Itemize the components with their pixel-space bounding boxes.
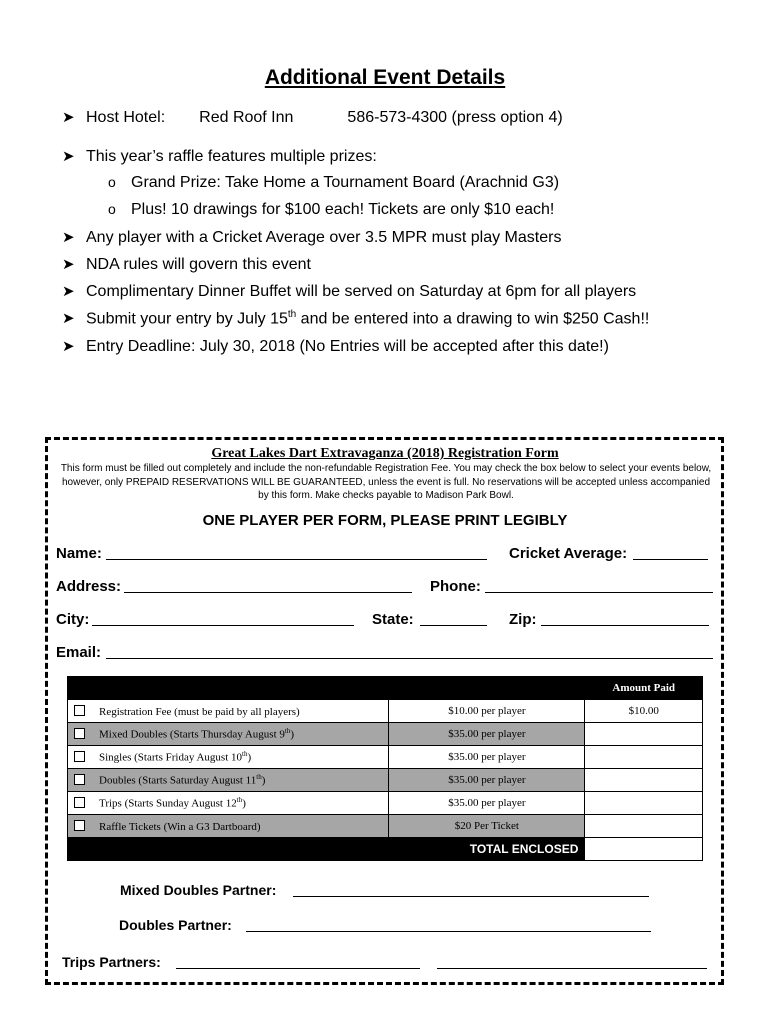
- address-field[interactable]: [124, 592, 412, 593]
- event-name: Registration Fee (must be paid by all players): [99, 705, 300, 718]
- address-label: Address:: [56, 578, 122, 595]
- state-label: State:: [372, 611, 414, 628]
- raffle-bullet: [62, 147, 377, 166]
- arrow-bullet-icon: ➤: [62, 229, 75, 246]
- trips-partner-1-field[interactable]: [176, 968, 420, 969]
- event-cell: [68, 792, 389, 815]
- email-label: Email:: [56, 644, 102, 661]
- amount-paid-cell[interactable]: [585, 769, 703, 792]
- host-hotel-bullet: [62, 108, 563, 127]
- fee-cell: $35.00 per player: [389, 769, 585, 792]
- cricket-average-label: Cricket Average:: [509, 545, 628, 562]
- nda-text: NDA rules will govern this event: [86, 256, 311, 273]
- form-title: Great Lakes Dart Extravaganza (2018) Registration Form: [211, 446, 559, 461]
- submit-sup: th: [287, 309, 297, 320]
- deadline-bullet: [62, 337, 609, 356]
- event-cell: [68, 746, 389, 769]
- raffle-text: This year’s raffle features multiple prizes:: [86, 148, 377, 165]
- total-enclosed-label: TOTAL ENCLOSED: [68, 838, 585, 861]
- amount-paid-cell[interactable]: [585, 723, 703, 746]
- table-row: [68, 723, 703, 746]
- event-name-end: ): [242, 797, 246, 810]
- dinner-text: Complimentary Dinner Buffet will be served on Saturday at 6pm for all players: [86, 283, 637, 300]
- raffle-grand-item: [108, 174, 559, 192]
- arrow-bullet-icon: ➤: [62, 283, 75, 300]
- fee-cell: $20 Per Ticket: [389, 815, 585, 838]
- amount-paid-header: Amount Paid: [585, 677, 703, 700]
- total-row: [68, 838, 703, 861]
- event-sup: th: [236, 796, 243, 805]
- checkbox-icon[interactable]: [74, 774, 85, 785]
- fee-column-header: [389, 677, 585, 700]
- circle-bullet-icon: o: [108, 201, 116, 217]
- trips-partner-2-field[interactable]: [437, 968, 707, 969]
- checkbox-icon[interactable]: [74, 705, 85, 716]
- submit-text-post: and be entered into a drawing to win $250 Cash!!: [296, 310, 650, 328]
- doubles-partner-label: Doubles Partner:: [119, 917, 232, 933]
- raffle-plus-text: Plus! 10 drawings for $100 each! Tickets are only $10 each!: [131, 201, 555, 218]
- amount-paid-cell[interactable]: [585, 815, 703, 838]
- cricket-bullet: [62, 228, 561, 247]
- doubles-partner-field[interactable]: [246, 931, 651, 932]
- checkbox-icon[interactable]: [74, 820, 85, 831]
- host-hotel-phone: 586-573-4300 (press option 4): [347, 109, 563, 126]
- host-hotel-label: Host Hotel:: [86, 109, 166, 126]
- event-name: Singles (Starts Friday August 10: [99, 751, 243, 764]
- table-row: [68, 746, 703, 769]
- zip-label: Zip:: [509, 611, 537, 628]
- name-field[interactable]: [106, 559, 487, 560]
- circle-bullet-icon: o: [108, 174, 116, 190]
- city-label: City:: [56, 611, 90, 628]
- nda-bullet: [62, 255, 311, 274]
- dinner-bullet: [62, 282, 636, 301]
- raffle-grand-text: Grand Prize: Take Home a Tournament Board (Arachnid G3): [131, 174, 560, 191]
- event-cell: [68, 815, 389, 838]
- trips-partners-label: Trips Partners:: [62, 954, 161, 970]
- events-table: [67, 676, 703, 861]
- event-name-end: ): [290, 728, 294, 741]
- table-row: [68, 815, 703, 838]
- fee-cell: $10.00 per player: [389, 700, 585, 723]
- total-enclosed-cell[interactable]: [585, 838, 703, 861]
- checkbox-icon[interactable]: [74, 797, 85, 808]
- one-player-notice: ONE PLAYER PER FORM, PLEASE PRINT LEGIBLY: [202, 512, 568, 529]
- cricket-text: Any player with a Cricket Average over 3.5 MPR must play Masters: [86, 229, 562, 246]
- table-row: [68, 700, 703, 723]
- arrow-bullet-icon: ➤: [62, 310, 75, 328]
- arrow-bullet-icon: ➤: [62, 338, 75, 355]
- event-name-end: ): [247, 751, 252, 764]
- checkbox-icon[interactable]: [74, 751, 85, 762]
- submit-bullet: [62, 309, 649, 328]
- mixed-doubles-partner-label: Mixed Doubles Partner:: [120, 882, 277, 898]
- email-field[interactable]: [106, 658, 713, 659]
- cricket-average-field[interactable]: [633, 559, 708, 560]
- raffle-plus-item: [108, 201, 554, 219]
- table-row: [68, 769, 703, 792]
- city-field[interactable]: [92, 625, 354, 626]
- state-field[interactable]: [420, 625, 487, 626]
- zip-field[interactable]: [541, 625, 709, 626]
- event-sup: th: [242, 750, 248, 759]
- event-sup: th: [284, 727, 291, 736]
- arrow-bullet-icon: ➤: [62, 256, 75, 273]
- amount-paid-cell[interactable]: [585, 792, 703, 815]
- table-row: [68, 792, 703, 815]
- amount-paid-cell[interactable]: $10.00: [585, 700, 703, 723]
- phone-field[interactable]: [485, 592, 713, 593]
- phone-label: Phone:: [430, 578, 481, 595]
- event-sup: th: [256, 773, 262, 782]
- mixed-doubles-partner-field[interactable]: [293, 896, 649, 897]
- event-name: Raffle Tickets (Win a G3 Dartboard): [99, 820, 261, 833]
- fee-cell: $35.00 per player: [389, 746, 585, 769]
- event-name: Trips (Starts Sunday August 12: [99, 797, 237, 810]
- submit-text: Submit your entry by July 15: [86, 310, 288, 328]
- name-label: Name:: [56, 545, 102, 562]
- event-name-end: ): [261, 774, 266, 787]
- event-cell: [68, 769, 389, 792]
- fee-cell: $35.00 per player: [389, 792, 585, 815]
- event-name: Doubles (Starts Saturday August 11: [99, 774, 257, 787]
- event-cell: [68, 723, 389, 746]
- table-header-row: [68, 677, 703, 700]
- event-column-header: [68, 677, 389, 700]
- deadline-text: Entry Deadline: July 30, 2018 (No Entries will be accepted after this date!): [86, 338, 609, 355]
- amount-paid-cell[interactable]: [585, 746, 703, 769]
- event-name: Mixed Doubles (Starts Thursday August 9: [99, 728, 285, 741]
- host-hotel-name: Red Roof Inn: [199, 109, 294, 126]
- arrow-bullet-icon: ➤: [62, 109, 75, 126]
- event-cell: [68, 700, 389, 723]
- checkbox-icon[interactable]: [74, 728, 85, 739]
- arrow-bullet-icon: ➤: [62, 148, 75, 165]
- page-title: Additional Event Details: [264, 66, 506, 89]
- fee-cell: $35.00 per player: [389, 723, 585, 746]
- form-intro: This form must be filled out completely and include the non-refundable Registration Fee. You may check the box below to select your events below, however, only PREPAID RESERVATIONS WILL BE GUARANTEED, unless the event is full. No reservations will be accepted unless accompanied by this form. Make checks payable to Madison Park Bowl.: [60, 463, 712, 501]
